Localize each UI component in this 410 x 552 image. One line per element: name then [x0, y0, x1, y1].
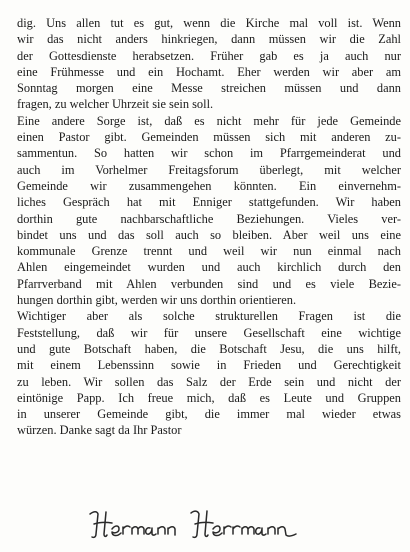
text-line: Eine andere Sorge ist, daß es nicht mehr für jede Gemeinde [17, 113, 401, 128]
text-line: sammentun. So hatten wir schon im Pfarrgemeinderat und [17, 146, 401, 161]
text-line: und gute Botschaft haben, die Botschaft Jesu, die uns hilft, [17, 341, 401, 356]
text-line: bindet uns und das soll auch so bleiben. Aber weil uns eine [17, 227, 401, 242]
text-line: Sonntag morgen eine Messe streichen müssen und dann [17, 81, 401, 96]
text-line: eintönige Papp. Ich freue mich, daß es Leute und Gruppen [17, 390, 401, 405]
text-line: Gemeinde wir zusammengehen könnten. Ein einvernehm- [17, 178, 401, 193]
text-line: in unserer Gemeinde gibt, die immer mal wieder etwas [17, 407, 401, 422]
text-line: dig. Uns allen tut es gut, wenn die Kirche mal voll ist. Wenn [17, 16, 401, 30]
text-line: Pfarrverband mit Ahlen verbunden sind und es viele Bezie- [17, 276, 401, 291]
text-line: Wichtiger aber als solche strukturellen Fragen ist die [17, 309, 401, 324]
text-line: mit einem Lebenssinn sowie in Frieden und Gerechtigkeit [17, 358, 401, 373]
body-text [17, 15, 401, 439]
text-line: würzen. Danke sagt da Ihr Pastor [17, 423, 182, 438]
text-line: der Gottesdienste herabsetzen. Früher gab es ja auch nur [17, 48, 401, 63]
handwritten-signature [88, 508, 318, 542]
text-line: Feststellung, daß wir für unsere Gesellschaft eine wichtige [17, 325, 401, 340]
text-line: eine Frühmesse und ein Hochamt. Eher werden wir aber am [17, 64, 401, 79]
text-line: auch im Vorhelmer Freitagsforum überlegt, mit welcher [17, 162, 401, 177]
text-line: kommunale Grenze trennt und weil wir nun einmal nach [17, 244, 401, 259]
text-line: wir das nicht anders hinkriegen, dann müssen wir die Zahl [17, 32, 401, 47]
text-line: zu leben. Wir sollen das Salz der Erde sein und nicht der [17, 374, 401, 389]
text-line: einen Pastor gibt. Gemeinden müssen sich mit anderen zu- [17, 130, 401, 145]
text-line: hungen dorthin gibt, werden wir uns dorthin orientieren. [17, 293, 297, 308]
text-line: Ahlen eingemeindet wurden und auch kirchlich durch den [17, 260, 401, 275]
text-line: liches Gespräch hat mit Enniger stattgefunden. Wir haben [17, 195, 401, 210]
text-line: dorthin gute nachbarschaftliche Beziehungen. Vieles ver- [17, 211, 401, 226]
text-line: fragen, zu welcher Uhrzeit sie sein soll. [17, 97, 214, 112]
